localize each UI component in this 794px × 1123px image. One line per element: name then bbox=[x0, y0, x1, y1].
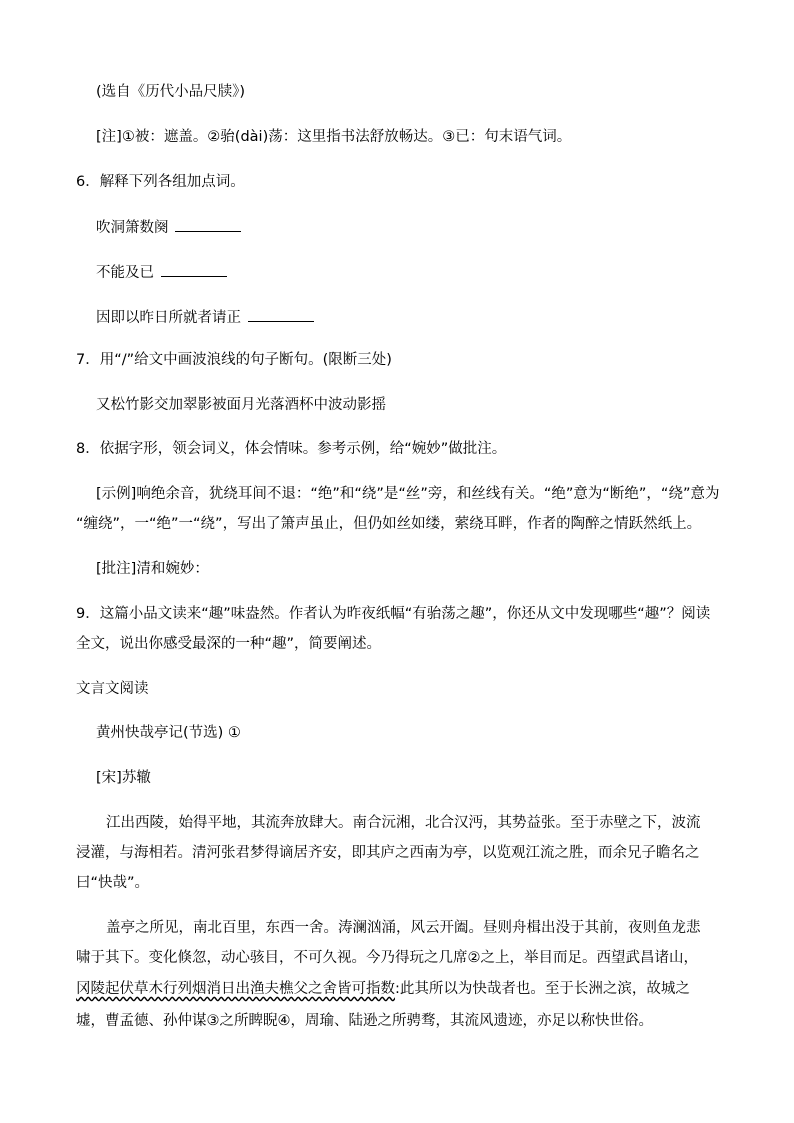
q6-item-1 bbox=[96, 217, 241, 238]
q8-example-line-1: [示例]响绝余音，犹绕耳间不退：“绝”和“绕”是“丝”旁，和丝线有关。“绝”意为“断绝”，“绕”意为 bbox=[96, 486, 720, 502]
question-9-line-1: 9．这篇小品文读来“趣”味盎然。作者认为昨夜纸幅“有骀荡之趣”，你还从文中发现哪些“趣”？阅读 bbox=[76, 606, 711, 622]
question-8-title: 8．依据字形，领会词义，体会情味。参考示例，给“婉妙”做批注。 bbox=[76, 441, 507, 457]
p2-line-3-rest: :此其所以为快哉者也。至于长洲之滨，故城之 bbox=[395, 981, 690, 997]
question-7-title: 7．用“/”给文中画波浪线的句子断句。(限断三处) bbox=[76, 352, 392, 368]
answer-blank[interactable] bbox=[248, 307, 314, 322]
passage-p1-line-3: 曰“快哉”。 bbox=[76, 875, 150, 891]
q6-item-3 bbox=[96, 307, 314, 328]
passage-p2-line-3 bbox=[76, 979, 690, 999]
passage-p2-line-1: 盖亭之所见，南北百里，东西一舍。涛澜汹涌，风云开阖。昼则舟楫出没于其前，夜则鱼龙悲 bbox=[106, 920, 701, 936]
q8-annotation: [批注]清和婉妙： bbox=[96, 561, 209, 577]
passage-title: 黄州快哉亭记(节选) ① bbox=[96, 725, 241, 741]
annotation-note: [注]①被：遮盖。②骀(dài)荡：这里指书法舒放畅达。③已：句末语气词。 bbox=[96, 129, 572, 145]
q8-example-line-2: “缠绕”，一“绝”一“绕”，写出了箫声虽止，但仍如丝如缕，萦绕耳畔，作者的陶醉之情跃然纸上。 bbox=[76, 516, 702, 532]
passage-p2-line-4: 墟，曹孟德、孙仲谋③之所睥睨④，周瑜、陆逊之所骋骛，其流风遗迹，亦足以称快世俗。 bbox=[76, 1013, 653, 1029]
q6-item-3-text: 因即以昨日所就者请正 bbox=[96, 310, 241, 326]
q6-item-2 bbox=[96, 262, 227, 283]
answer-blank[interactable] bbox=[161, 262, 227, 277]
q6-item-1-text: 吹洞箫数阕 bbox=[96, 220, 169, 236]
passage-p1-line-1: 江出西陵，始得平地，其流奔放肆大。南合沅湘，北合汉沔，其势益张。至于赤壁之下，波流 bbox=[106, 815, 701, 831]
wavy-underlined-sentence: 冈陵起伏草木行列烟消日出渔夫樵父之舍皆可指数 bbox=[76, 981, 395, 997]
passage-p1-line-2: 浸灌，与海相若。清河张君梦得谪居齐安，即其庐之西南为亭，以览观江流之胜，而余兄子瞻名之 bbox=[76, 845, 700, 861]
passage-author: [宋]苏辙 bbox=[96, 770, 151, 786]
answer-blank[interactable] bbox=[175, 217, 241, 232]
section-heading: 文言文阅读 bbox=[76, 681, 149, 697]
passage-p2-line-2: 啸于其下。变化倏忽，动心骇目，不可久视。今乃得玩之几席②之上，举目而足。西望武昌诸山， bbox=[76, 950, 698, 966]
q6-item-2-text: 不能及已 bbox=[96, 265, 154, 281]
question-9-line-2: 全文，说出你感受最深的一种“趣”，简要阐述。 bbox=[76, 636, 382, 652]
q7-sentence: 又松竹影交加翠影被面月光落酒杯中波动影摇 bbox=[96, 397, 386, 413]
source-citation: (选自《历代小品尺牍》) bbox=[96, 84, 246, 100]
question-6-title: 6．解释下列各组加点词。 bbox=[76, 174, 245, 190]
